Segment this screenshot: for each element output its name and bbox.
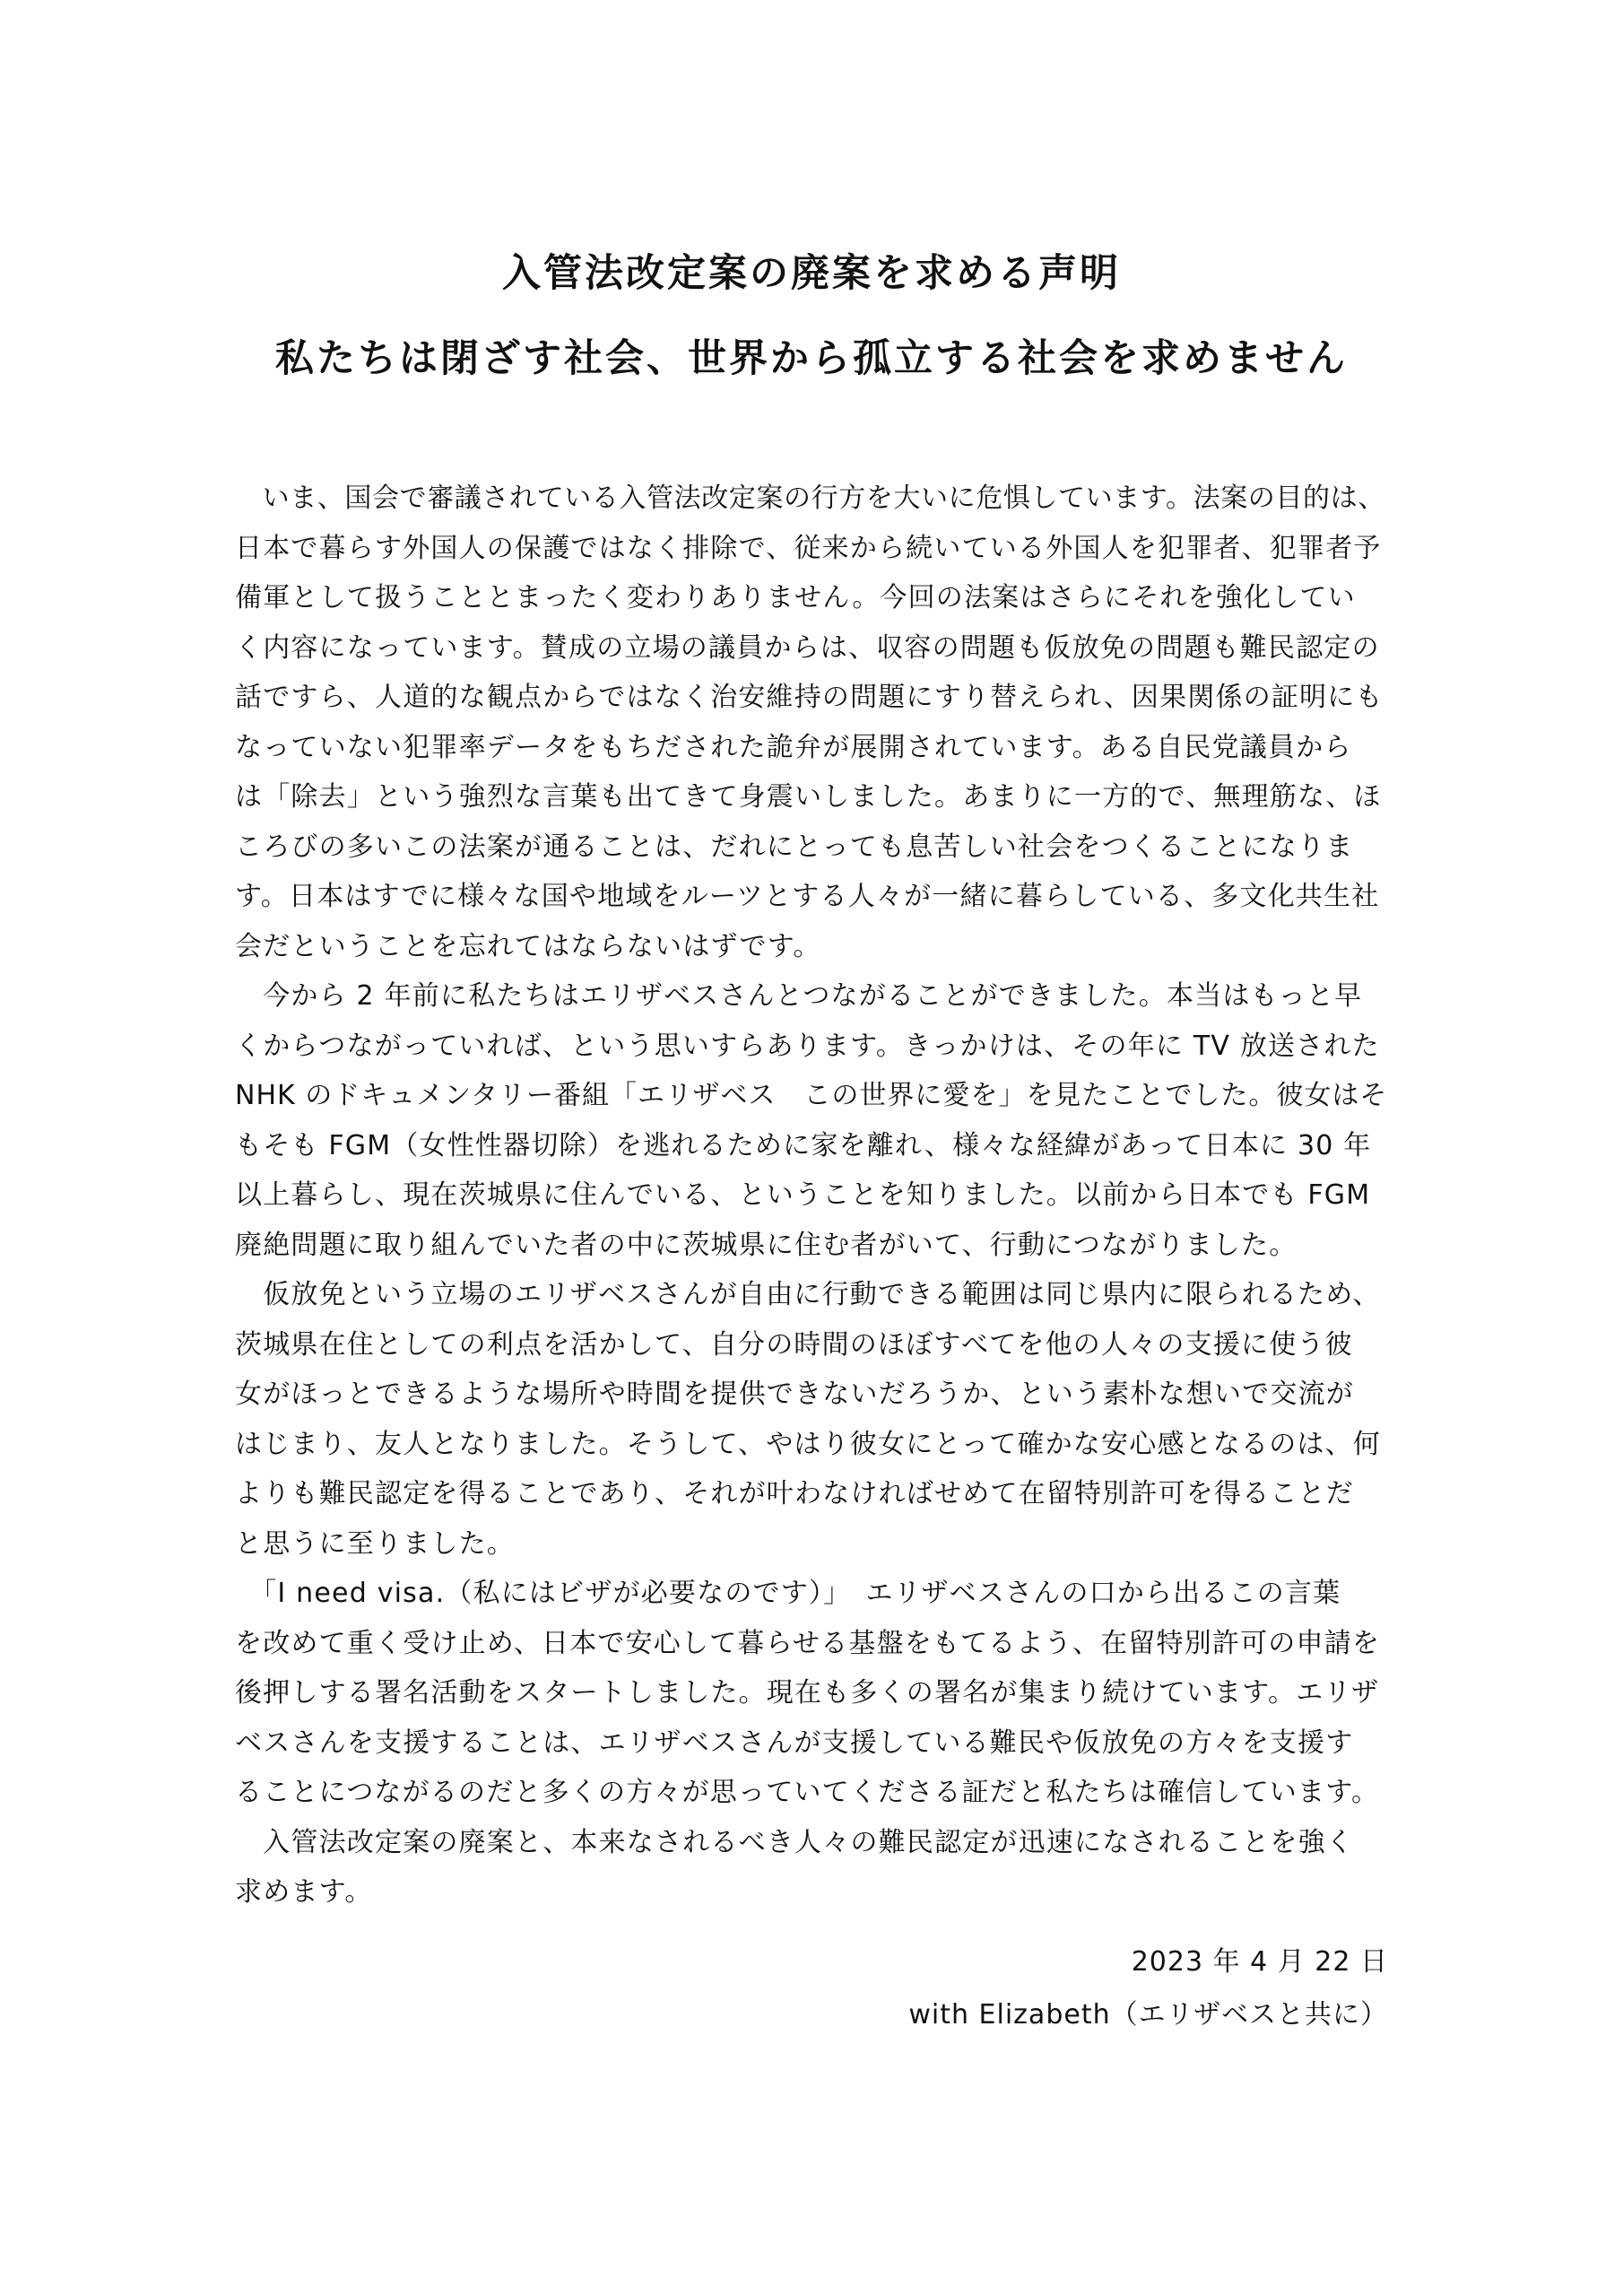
body-line: 仮放免という立場のエリザベスさんが自由に行動できる範囲は同じ県内に限られるため、 [235,1279,1381,1310]
body-line: 会だということを忘れてはならないはずです。 [235,930,821,962]
body-line: く内容になっています。賛成の立場の議員からは、収容の問題も仮放免の問題も難民認定の [235,631,1380,664]
statement-title: 入管法改定案の廃案を求める声明 [502,251,1121,296]
body-line: 今から 2 年前に私たちはエリザベスさんとつながることができました。本当はもっと早 [235,980,1363,1012]
body-line: くからつながっていれば、という思いすらあります。きっかけは、その年に TV 放送された [235,1030,1380,1062]
body-line: 女がほっとできるような場所や時間を提供できないだろうか、という素朴な想いで交流が [235,1378,1354,1410]
body-line: 廃絶問題に取り組んでいた者の中に茨城県に住む者がいて、行動につながりました。 [235,1229,1298,1261]
body-line: もそも FGM（女性性器切除）を逃れるために家を離れ、様々な経緯があって日本に 30 年 [235,1129,1372,1161]
body-line: 後押しする署名活動をスタートしました。現在も多くの署名が集まり続けています。エリザ [235,1677,1380,1709]
body-line: を改めて重く受け止め、日本で安心して暮らせる基盤をもてるよう、在留特別許可の申請を [235,1627,1381,1659]
body-line: ベスさんを支援することは、エリザベスさんが支援している難民や仮放免の方々を支援す [235,1726,1354,1759]
body-line: は「除去」という強烈な言葉も出てきて身震いしました。あまりに一方的で、無理筋な、ほ [235,781,1382,813]
body-line: はじまり、友人となりました。そうして、やはり彼女にとって確かな安心感となるのは、何 [235,1428,1381,1460]
body-line: ころびの多いこの法案が通ることは、だれにとっても息苦しい社会をつくることになりま [235,831,1354,863]
body-line: NHK のドキュメンタリー番組「エリザベス この世界に愛を」を見たことでした。彼女はそ [235,1080,1388,1111]
body-line: 備軍として扱うこととまったく変わりありません。今回の法案はさらにそれを強化してい [235,582,1356,613]
body-line: 入管法改定案の廃案と、本来なされるべき人々の難民認定が迅速になされることを強く [235,1826,1354,1858]
statement-subtitle: 私たちは閉ざす社会、世界から孤立する社会を求めません [275,336,1348,381]
statement-body [235,474,1392,1918]
body-line: す。日本はすでに様々な国や地域をルーツとする人々が一緒に暮らしている、多文化共生社 [235,881,1380,912]
body-line: 茨城県在住としての利点を活かして、自分の時間のほぼすべてを他の人々の支援に使う彼 [235,1328,1353,1361]
statement-signature: with Elizabeth（エリザベスと共に） [908,1999,1388,2031]
body-line: 話ですら、人道的な観点からではなく治安維持の問題にすり替えられ、因果関係の証明にも [235,682,1384,713]
body-line: 「I need visa.（私にはビザが必要なのです）」 エリザベスさんの口から出るこの言葉 [235,1578,1341,1609]
body-line: 以上暮らし、現在茨城県に住んでいる、ということを知りました。以前から日本でも FGM [235,1179,1371,1211]
body-line: ることにつながるのだと多くの方々が思っていてくださる証だと私たちは確信しています。 [235,1777,1380,1808]
body-line: よりも難民認定を得ることであり、それが叶わなければせめて在留特別許可を得ることだ [235,1478,1354,1509]
statement-date: 2023 年 4 月 22 日 [1131,1946,1388,1978]
body-line: いま、国会で審議されている入管法改定案の行方を大いに危惧しています。法案の目的は、 [235,483,1385,514]
body-line: 求めます。 [235,1876,373,1908]
body-line: と思うに至りました。 [235,1527,515,1560]
body-line: なっていない犯罪率データをもちだされた詭弁が展開されています。ある自民党議員から [235,731,1352,763]
body-line: 日本で暮らす外国人の保護ではなく排除で、従来から続いている外国人を犯罪者、犯罪者予 [235,532,1382,564]
